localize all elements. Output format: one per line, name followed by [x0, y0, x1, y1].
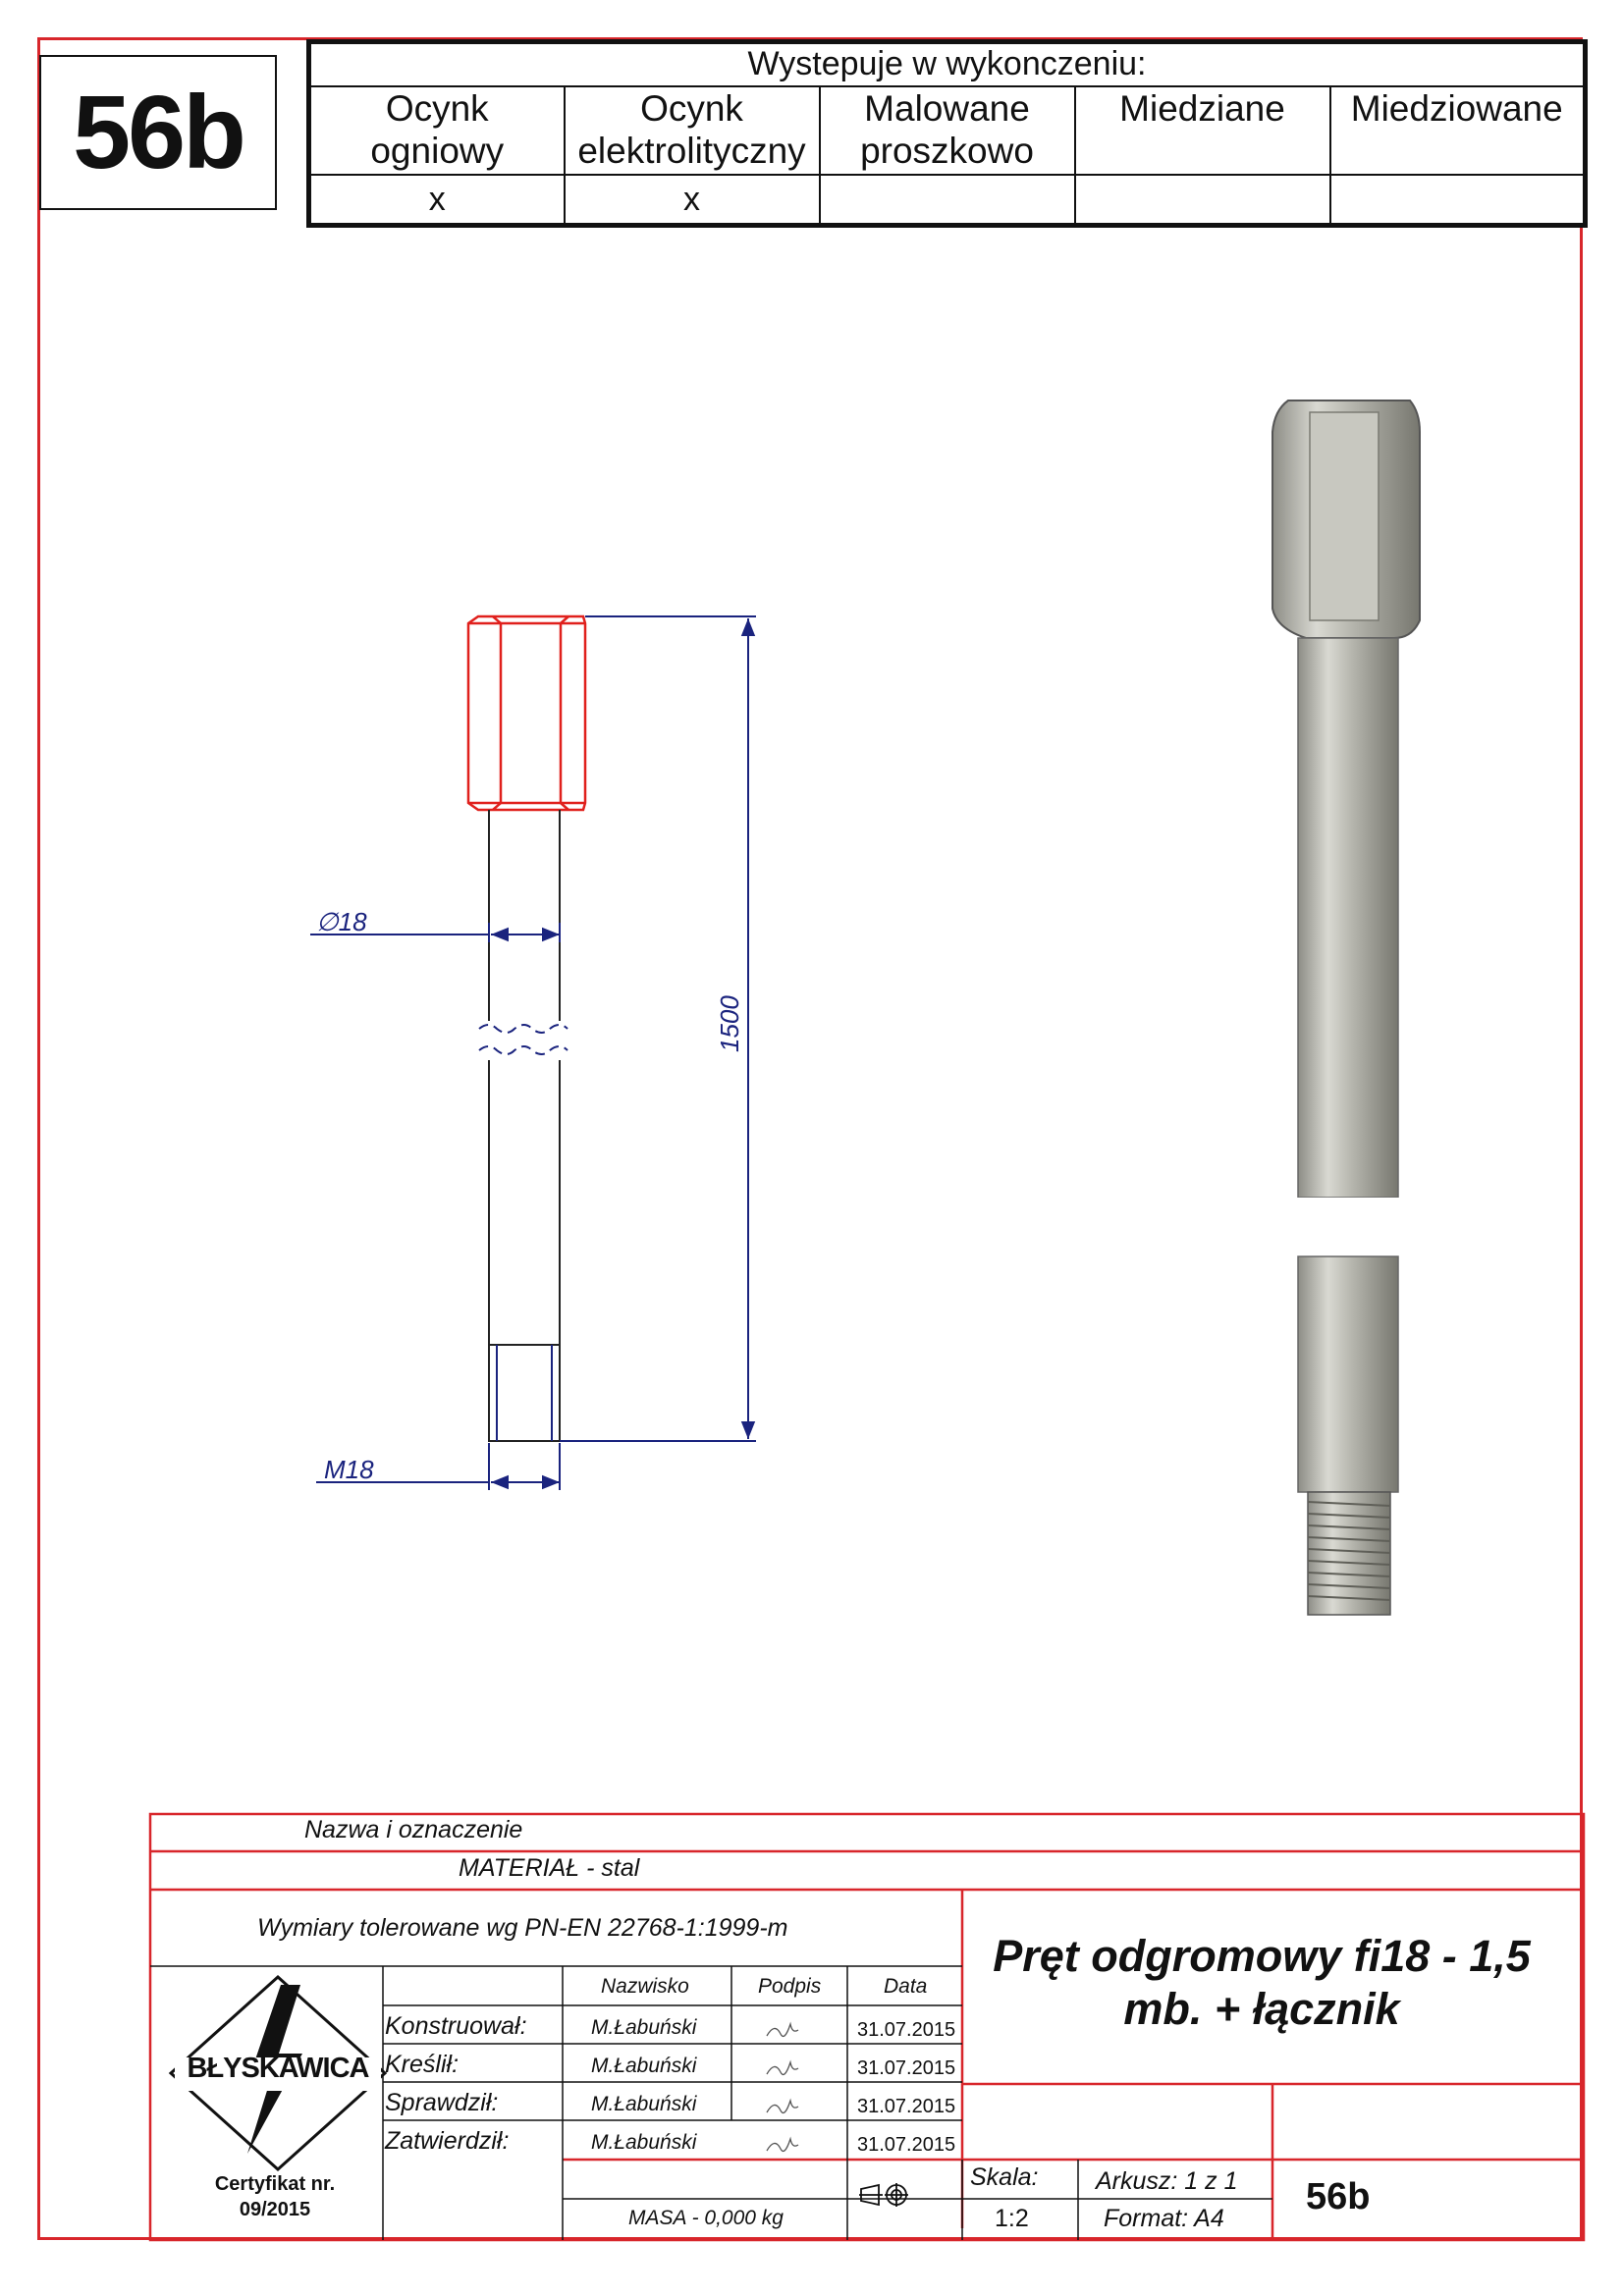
finish-col-4: Miedziane — [1075, 86, 1330, 175]
tolerance-label: Wymiary tolerowane wg PN-EN 22768-1:1999-m — [257, 1914, 788, 1942]
finish-col-3: Malowane proszkowo — [820, 86, 1075, 175]
date-row-2: 31.07.2015 — [857, 2057, 956, 2079]
finish-col-2: Ocynk elektrolityczny — [565, 86, 820, 175]
scale-value: 1:2 — [995, 2205, 1029, 2232]
diameter-label: ∅18 — [316, 907, 367, 936]
role-checked: Sprawdził: — [385, 2089, 499, 2116]
finish-col-1: Ocynk ogniowy — [309, 86, 565, 175]
finish-heading: Wystepuje w wykonczeniu: — [309, 42, 1586, 87]
col-date-header: Data — [884, 1975, 928, 1998]
finish-mark-2: x — [565, 175, 820, 226]
role-approved: Zatwierdził: — [385, 2127, 510, 2155]
rod-outline — [479, 810, 568, 1441]
signatures — [761, 2010, 810, 2167]
length-label: 1500 — [715, 995, 744, 1052]
scale-label: Skala: — [970, 2163, 1039, 2191]
thread-label: M18 — [324, 1455, 374, 1484]
mass-label: MASA - 0,000 kg — [628, 2207, 784, 2229]
logo-certificate: Certyfikat nr. 09/2015 — [214, 2173, 336, 2220]
name-label: Nazwa i oznaczenie — [304, 1816, 523, 1843]
name-row-2: M.Łabuński — [591, 2055, 697, 2077]
projection-symbol-icon — [857, 2181, 916, 2211]
nut-outline — [468, 616, 585, 810]
format-label: Format: A4 — [1104, 2205, 1224, 2232]
finish-mark-1: x — [309, 175, 565, 226]
name-row-4: M.Łabuński — [591, 2131, 697, 2154]
date-row-3: 31.07.2015 — [857, 2096, 956, 2117]
date-row-1: 31.07.2015 — [857, 2019, 956, 2041]
product-photo — [1272, 400, 1420, 1615]
col-sign-header: Podpis — [758, 1975, 822, 1998]
part-title: Pręt odgromowy fi18 - 1,5 mb. + łącznik — [993, 1931, 1531, 2034]
name-row-3: M.Łabuński — [591, 2093, 697, 2115]
doc-code: 56b — [73, 74, 243, 190]
role-constructed: Konstruował: — [385, 2012, 527, 2040]
material-label: MATERIAŁ - stal — [459, 1854, 640, 1882]
sheet-code: 56b — [1306, 2176, 1371, 2217]
name-row-1: M.Łabuński — [591, 2016, 697, 2039]
date-row-4: 31.07.2015 — [857, 2134, 956, 2156]
role-drawn: Kreślił: — [385, 2051, 460, 2078]
finish-col-5: Miedziowane — [1330, 86, 1586, 175]
logo-brand: BŁYSKAWICA — [187, 2053, 369, 2084]
sheet-label: Arkusz: 1 z 1 — [1096, 2167, 1238, 2195]
col-name-header: Nazwisko — [601, 1975, 689, 1998]
